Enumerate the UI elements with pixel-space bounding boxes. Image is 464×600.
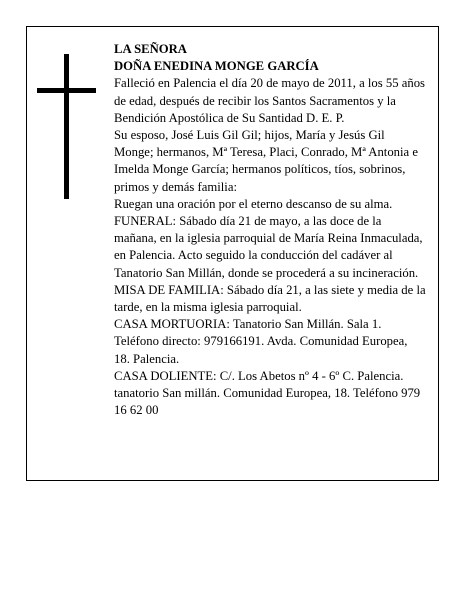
- obituary-text: [114, 41, 426, 419]
- cross-horizontal-bar: [37, 88, 96, 93]
- funeral-details: FUNERAL: Sábado día 21 de mayo, a las doce de la mañana, en la iglesia parroquial de María Reina Inmaculada, en Palencia. Acto seguido la conducción del cadáver al Tanatorio San Millán, donde se procederá a su incineración.: [114, 214, 423, 280]
- cross-icon: [37, 54, 96, 199]
- funeral-home-details: CASA MORTUORIA: Tanatorio San Millán. Sala 1. Teléfono directo: 979166191. Avda. Comunidad Europea, 18. Palencia.: [114, 317, 408, 366]
- obituary-notice: [26, 26, 439, 481]
- family-home-address: CASA DOLIENTE: C/. Los Abetos nº 4 - 6º C. Palencia.: [114, 368, 404, 383]
- title-line-1: LA SEÑORA: [114, 42, 187, 56]
- deceased-name: DOÑA ENEDINA MONGE GARCÍA: [114, 59, 319, 74]
- death-announcement: Falleció en Palencia el día 20 de mayo de 2011, a los 55 años de edad, después de recibir los Santos Sacramentos y la Bendición Apostólica de Su Santidad D. E. P.: [114, 76, 425, 125]
- family-list: Su esposo, José Luis Gil Gil; hijos, María y Jesús Gil Monge; hermanos, Mª Teresa, Placi, Conrado, Mª Antonia e Imelda Monge García; hermanos políticos, tíos, sobrinos, primos y demás familia:: [114, 128, 418, 194]
- funeral-home-contact: tanatorio San millán. Comunidad Europea, 18. Teléfono 979 16 62 00: [114, 386, 421, 418]
- prayer-request: Ruegan una oración por el eterno descanso de su alma.: [114, 196, 393, 211]
- family-mass-details: MISA DE FAMILIA: Sábado día 21, a las siete y media de la tarde, en la misma iglesia parroquial.: [114, 282, 426, 315]
- cross-vertical-bar: [64, 54, 69, 199]
